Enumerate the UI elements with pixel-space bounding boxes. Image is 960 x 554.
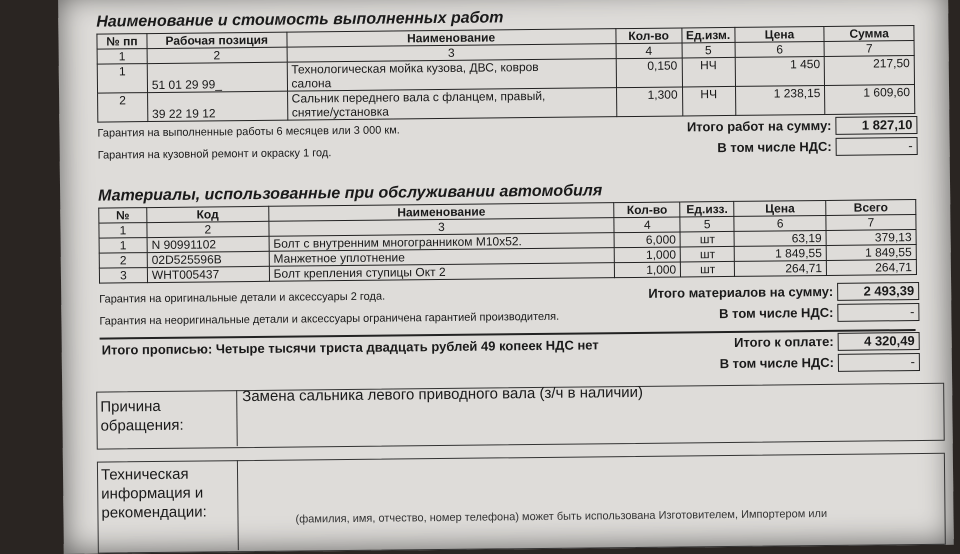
- materials-col-unit: Ед.изз.: [680, 201, 734, 217]
- row-sum: 379,13: [826, 230, 916, 246]
- colnum: 7: [826, 215, 916, 231]
- reason-text: Замена сальника левого приводного вала (з/ч в наличии): [242, 383, 644, 406]
- materials-vat-value: -: [837, 303, 919, 322]
- works-col-code: Рабочая позиция: [147, 32, 287, 48]
- row-code: N 90991102: [147, 236, 269, 252]
- materials-section-title: Материалы, использованные при обслуживании автомобиля: [98, 182, 603, 205]
- works-total-label: Итого работ на сумму:: [686, 117, 832, 135]
- row-sum: 264,71: [826, 260, 916, 276]
- total-in-words: Итого прописью: Четыре тысячи триста двадцать рублей 49 копеек НДС нет: [101, 337, 599, 358]
- row-price: 264,71: [735, 260, 827, 276]
- materials-col-code: Код: [147, 206, 269, 222]
- materials-col-qty: Кол-во: [614, 202, 680, 218]
- materials-warranty-1: Гарантия на оригинальные детали и аксессуары 2 года.: [99, 290, 386, 306]
- row-code: 02D525596B: [147, 251, 269, 267]
- row-name: Манжетное уплотнение: [269, 248, 615, 267]
- work-order-document: [58, 0, 954, 554]
- row-sum: 1 849,55: [826, 245, 916, 261]
- colnum: 5: [682, 42, 735, 58]
- works-section-title: Наименование и стоимость выполненных работ: [96, 9, 504, 31]
- works-total-value: 1 827,10: [835, 116, 917, 135]
- colnum: 3: [269, 218, 615, 237]
- colnum: 4: [616, 43, 682, 59]
- row-sum: 1 609,60: [825, 85, 915, 115]
- colnum: 5: [680, 216, 734, 232]
- footer-consent-text: (фамилия, имя, отчество, номер телефона) может быть использована Изготовителем, Импортером или: [295, 507, 828, 526]
- row-price: 1 238,15: [735, 85, 825, 115]
- colnum: 2: [147, 47, 287, 63]
- row-qty: 1,000: [615, 262, 681, 278]
- row-price: 63,19: [734, 230, 826, 246]
- materials-total-label: Итого материалов на сумму:: [648, 283, 834, 301]
- works-warranty-2: Гарантия на кузовной ремонт и окраску 1 год.: [97, 147, 332, 162]
- summary-vat-value: -: [838, 353, 920, 372]
- tech-info-label: [101, 464, 207, 522]
- works-vat-label: В том числе НДС:: [717, 138, 832, 156]
- row-name-line1: Сальник переднего вала с фланцем, правый,: [291, 88, 546, 106]
- row-qty: 0,150: [616, 58, 682, 88]
- tech-label-line3: рекомендации:: [101, 503, 207, 522]
- row-number: 2: [99, 253, 147, 269]
- materials-table: [98, 199, 917, 284]
- reason-label-line1: Причина: [100, 397, 161, 416]
- row-unit: шт: [681, 261, 735, 277]
- colnum: 4: [614, 217, 680, 233]
- pay-total-value: 4 320,49: [838, 332, 920, 351]
- works-col-sum: Сумма: [824, 26, 914, 42]
- row-qty: 6,000: [614, 232, 680, 248]
- row-code: WHT005437: [147, 266, 269, 282]
- colnum: 2: [147, 221, 269, 237]
- materials-col-price: Цена: [734, 200, 826, 216]
- reason-label: [100, 397, 183, 436]
- colnum: 3: [287, 44, 616, 62]
- row-name: Болт крепления ступицы Окт 2: [269, 263, 615, 282]
- row-number: 1: [99, 238, 147, 254]
- row-name-line2: салона: [291, 76, 332, 91]
- row-price: 1 849,55: [734, 245, 826, 261]
- materials-warranty-2: Гарантия на неоригинальные детали и аксессуары ограничена гарантией производителя.: [99, 310, 560, 328]
- row-code: 51 01 29 99_: [147, 62, 287, 92]
- tech-label-line1: Техническая: [100, 465, 189, 484]
- colnum: 6: [735, 41, 825, 57]
- works-col-name: Наименование: [286, 29, 615, 47]
- works-col-price: Цена: [735, 26, 825, 42]
- materials-col-sum: Всего: [826, 200, 916, 216]
- row-qty: 1,300: [616, 87, 682, 117]
- reason-label-line2: обращения:: [100, 416, 184, 435]
- row-unit: НЧ: [682, 57, 736, 87]
- works-col-n: № пп: [97, 34, 147, 50]
- summary-vat-label: В том числе НДС:: [719, 354, 834, 372]
- row-name-line2: снятие/установка: [291, 104, 389, 120]
- row-name-line1: Технологическая мойка кузова, ДВС, ковров: [291, 59, 539, 77]
- row-qty: 1,000: [615, 247, 681, 263]
- colnum: 7: [824, 41, 914, 57]
- materials-col-name: Наименование: [268, 203, 614, 222]
- row-unit: НЧ: [682, 86, 736, 116]
- row-sum: 217,50: [825, 56, 915, 86]
- works-table: [96, 25, 915, 123]
- colnum: 1: [97, 49, 147, 65]
- row-number: 2: [98, 93, 148, 123]
- tech-label-line2: информация и: [101, 484, 204, 503]
- works-col-unit: Ед.изм.: [681, 27, 734, 43]
- row-name: [287, 88, 616, 120]
- row-unit: шт: [680, 231, 734, 247]
- row-unit: шт: [680, 246, 734, 262]
- works-warranty-1: Гарантия на выполненные работы 6 месяцев или 3 000 км.: [97, 124, 400, 140]
- row-code: 39 22 19 12: [147, 91, 287, 121]
- row-price: 1 450: [735, 56, 825, 86]
- row-number: 1: [97, 64, 147, 94]
- pay-total-label: Итого к оплате:: [733, 333, 834, 350]
- works-vat-value: -: [836, 137, 918, 156]
- materials-col-n: №: [99, 208, 147, 224]
- row-name: Болт с внутренним многогранником М10х52.: [269, 233, 615, 252]
- row-name: [287, 59, 616, 91]
- colnum: 6: [734, 215, 826, 231]
- row-number: 3: [99, 268, 147, 284]
- colnum: 1: [99, 223, 147, 239]
- materials-total-value: 2 493,39: [837, 282, 919, 301]
- materials-vat-label: В том числе НДС:: [719, 304, 834, 322]
- works-col-qty: Кол-во: [616, 28, 682, 44]
